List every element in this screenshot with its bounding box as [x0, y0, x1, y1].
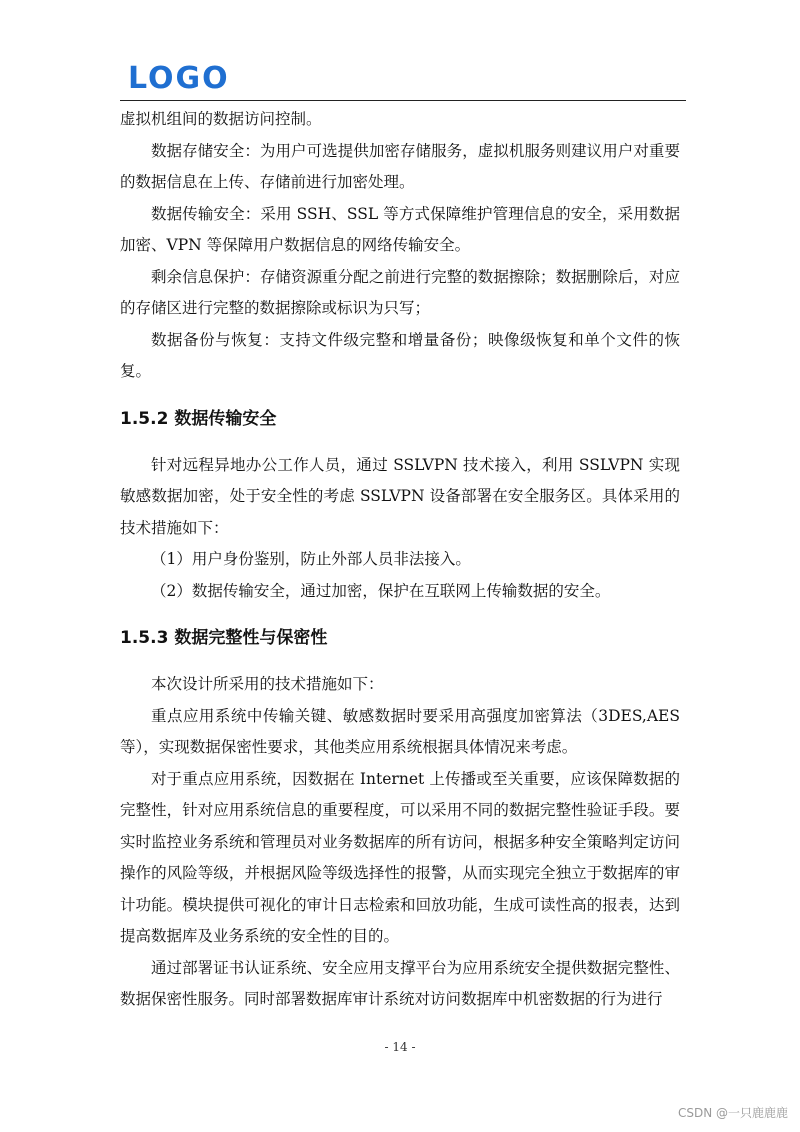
section-heading: 1.5.3 数据完整性与保密性	[120, 628, 328, 648]
list-item: （1）用户身份鉴别，防止外部人员非法接入。	[151, 550, 471, 568]
paragraph: 本次设计所采用的技术措施如下：	[151, 675, 384, 693]
paragraph: 数据备份与恢复：支持文件级完整和增量备份；映像级恢复和单个文件的恢复。	[120, 330, 680, 380]
paragraph: 数据存储安全：为用户可选提供加密存储服务，虚拟机服务则建议用户对重要的数据信息在上传、存储前进行加密处理。	[120, 141, 680, 191]
logo: LOGO	[128, 61, 230, 96]
document-body	[120, 104, 680, 1016]
page-header	[120, 62, 686, 101]
section-heading: 1.5.2 数据传输安全	[120, 408, 277, 429]
paragraph: 对于重点应用系统，因数据在 Internet 上传播或至关重要，应该保障数据的完整性，针对应用系统信息的重要程度，可以采用不同的数据完整性验证手段。要实时监控业务系统和管理员对业务数据库的所有访问，根据多种安全策略判定访问操作的风险等级，并根据风险等级选择性的报警，从而实现完全独立于数据库的审计功能。模块提供可视化的审计日志检索和回放功能，生成可读性高的报表，达到提高数据库及业务系统的安全性的目的。	[120, 769, 680, 945]
list-item: （2）数据传输安全，通过加密，保护在互联网上传输数据的安全。	[151, 581, 611, 600]
paragraph: 针对远程异地办公工作人员，通过 SSLVPN 技术接入，利用 SSLVPN 实现敏感数据加密，处于安全性的考虑 SSLVPN 设备部署在安全服务区。具体采用的技术措施如下：	[120, 455, 680, 537]
paragraph: 虚拟机组间的数据访问控制。	[120, 110, 322, 128]
paragraph: 数据传输安全：采用 SSH、SSL 等方式保障维护管理信息的安全，采用数据加密、VPN 等保障用户数据信息的网络传输安全。	[120, 204, 680, 254]
paragraph: 重点应用系统中传输关键、敏感数据时要采用高强度加密算法（3DES,AES等），实现数据保密性要求，其他类应用系统根据具体情况来考虑。	[120, 706, 680, 756]
paragraph: 剩余信息保护：存储资源重分配之前进行完整的数据擦除；数据删除后，对应的存储区进行完整的数据擦除或标识为只写；	[120, 267, 680, 317]
page-number: - 14 -	[384, 1040, 416, 1054]
paragraph: 通过部署证书认证系统、安全应用支撑平台为应用系统安全提供数据完整性、数据保密性服务。同时部署数据库审计系统对访问数据库中机密数据的行为进行	[120, 958, 680, 1008]
watermark: CSDN @一只鹿鹿鹿	[677, 1106, 788, 1120]
